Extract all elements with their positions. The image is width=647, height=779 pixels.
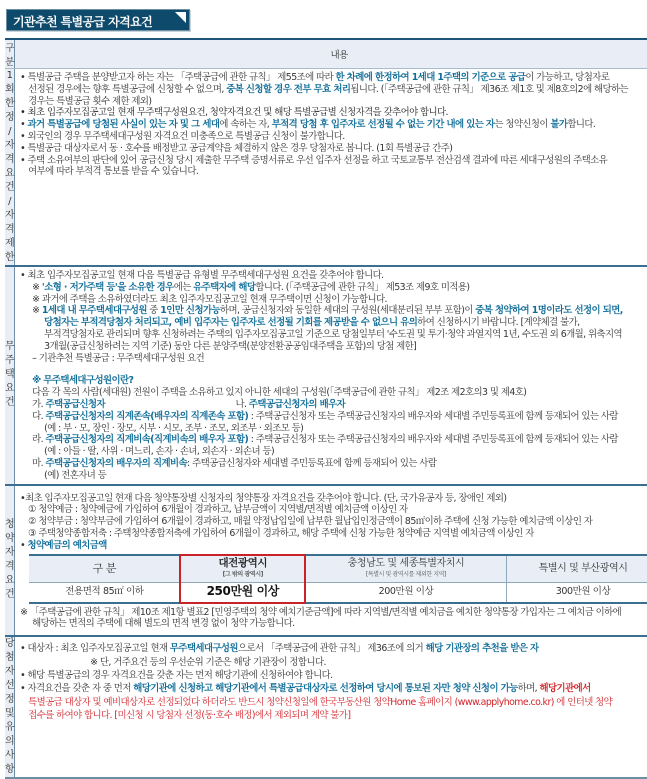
section-label bbox=[5, 485, 15, 637]
text-line: ※ '소형 · 저가주택 등'을 소유한 경우에는 유주택자에 해당합니다. (「주택공급에 관한 규칙」 제53조 제9호 미적용) bbox=[32, 281, 470, 293]
section-label bbox=[5, 266, 15, 485]
text-line: • 자격요건을 갖춘 자 중 먼저 해당기관에 신청하고 해당기관에서 특별공급대상자로 선정하여 당시에 통보된 자만 청약 신청이 가능하며, 해당기관에서 bbox=[20, 683, 591, 695]
text-line: 3개월(공급신청하려는 지역 기준) 동안 다른 분양주택(분양전환공공임대주택을 포함)의 당첨 제한] bbox=[44, 340, 417, 352]
text-line: 접수를 하여야 합니다. [미신청 시 당첨자 선정(동·호수 배정)에서 제외되며 계약 불가] bbox=[28, 710, 351, 722]
text-line: 특별공급 대상자 및 예비대상자로 선정되었다 하더라도 반드시 청약신청일에 한국부동산원 청약Home 홈페이지 (www.applyhome.co.kr) 에 인터넷 청약 bbox=[28, 696, 613, 708]
section-title-text: 기관추천 특별공급 자격요건 bbox=[13, 15, 153, 29]
deposit-header-category: 구 분 bbox=[29, 555, 180, 583]
label-line: 무주택 bbox=[5, 341, 15, 381]
text-line: • 최초 입주자모집공고일 현재 다음 특별공급 유형별 무주택세대구성원 요건을 갖추어야 합니다. bbox=[20, 270, 384, 281]
section-content bbox=[15, 266, 647, 485]
deposit-header-daejeon: 대전광역시 [그 밖의 광역시] bbox=[180, 555, 305, 583]
deposit-header-chungnam-sejong: 충청남도 및 세종특별자치시 [특별시 및 광역시를 제외한 지역] bbox=[305, 555, 506, 583]
deposit-cell-chungnam-sejong: 200만원 이상 bbox=[305, 583, 506, 603]
text-line: • 주택 소유여부의 판단에 있어 공급신청 당시 제출한 무주택 증명서류로 우선 입주자 선정을 하고 국토교통부 전산검색 결과에 따른 세대구성원의 주택소유 bbox=[20, 154, 608, 166]
section-row-once-limit bbox=[5, 69, 647, 267]
section-label bbox=[5, 69, 15, 267]
label-line: 요건 bbox=[5, 383, 15, 409]
label-line: / bbox=[8, 126, 11, 137]
deposit-cell-daejeon: 250만원 이상 bbox=[180, 583, 305, 603]
text-line: • 특별공급 대상자로서 동 · 호수를 배정받고 공급계약을 체결하지 않은 경우 당첨자로 봅니다. (1회 특별공급 간주) bbox=[20, 142, 453, 154]
label-line: / bbox=[8, 196, 11, 207]
section-row-selection-notes bbox=[5, 636, 647, 778]
text-line: ※ 1세대 내 무주택세대구성원 중 1인만 신청가능하며, 공급신청자와 동일한 세대의 구성원(세대분리된 부부 포함)이 중복 청약하여 1명이라도 선정이 되면, bbox=[32, 305, 623, 317]
text-line: ① 청약예금 : 청약예금에 가입하여 6개월이 경과하고, 납부금액이 지역별/면적별 예치금액 이상인 자 bbox=[28, 504, 408, 516]
text-line: (예 : 부 · 모, 장인 · 장모, 시부 · 시모, 조부 · 조모, 외조부 · 외조모 등) bbox=[44, 422, 304, 434]
text-line: (예) 전혼자녀 등 bbox=[44, 469, 107, 481]
text-line: •최초 입주자모집공고일 현재 다음 청약통장별 신청자의 청약통장 자격요건을 갖추어야 합니다. (단, 국가유공자 등, 장애인 제외) bbox=[20, 492, 507, 504]
deposit-amount-table bbox=[29, 554, 647, 604]
text-line: 해당하는 면적의 주택에 대해 별도의 면적 변경 없이 청약 가능합니다. bbox=[32, 618, 295, 630]
section-row-subscription bbox=[5, 485, 647, 637]
text-line: • 과거 특별공급에 당첨된 사실이 있는 자 및 그 세대에 속하는 자, 부적격 당첨 후 입주자로 선정될 수 없는 기간 내에 있는 자는 청약신청이 불가합니다. bbox=[20, 119, 596, 131]
text-line: ※ 단, 거주요건 등의 우선순위 기준은 해당 기관장이 정합니다. bbox=[90, 656, 326, 668]
text-line: 라. 주택공급신청자의 직계비속(직계비속의 배우자 포함) : 주택공급신청자 또는 주택공급신청자의 배우자와 세대별 주민등록표에 함께 등재되어 있는 사람 bbox=[32, 434, 618, 446]
deposit-cell-seoul-busan: 300만원 이상 bbox=[506, 583, 647, 603]
section-content bbox=[15, 485, 647, 637]
section-content bbox=[15, 69, 647, 267]
text-line: 다음 각 목의 사람(세대원) 전원이 주택을 소유하고 있지 아니한 세대의 구성원(「주택공급에 관한 규칙」 제2조 제2호의3 및 제4호) bbox=[32, 387, 527, 399]
deposit-cell-area: 전용면적 85㎡ 이하 bbox=[29, 583, 180, 603]
text-line: • 특별공급 주택을 분양받고자 하는 자는 「주택공급에 관한 규칙」 제55조에 따라 한 차례에 한정하여 1세대 1주택의 기준으로 공급이 가능하고, 당첨자로 bbox=[20, 72, 610, 83]
label-line: 자격제한 bbox=[5, 210, 15, 263]
label-line: 요건 bbox=[5, 575, 15, 601]
deposit-header-seoul-busan: 특별시 및 부산광역시 bbox=[506, 555, 647, 583]
text-line: 다. 주택공급신청자의 직계존속(배우자의 직계존속 포함) : 주택공급신청자 또는 주택공급신청자의 배우자와 세대별 주민등록표에 함께 등재되어 있는 사람 bbox=[32, 410, 618, 422]
header-category: 구분 bbox=[5, 39, 15, 69]
text-line: 선정된 경우에는 향후 특별공급에 신청할 수 없으며, 중복 신청할 경우 전부 무효 처리됩니다. (「주택공급에 관한 규칙」 제36조 제1호 및 제8호의2에 해당하는 bbox=[28, 83, 629, 95]
text-line: ③ 주택청약종합저축 : 주택청약종합저축에 가입하여 6개월이 경과하고, 해당 주택에 신청 가능한 청약예금 지역별 예치금액 이상인 자 bbox=[28, 527, 534, 539]
section-title bbox=[6, 9, 190, 31]
text-line: ② 청약부금 : 청약부금에 가입하여 6개월이 경과하고, 매월 약정납입일에 납부한 월납입인정금액이 85㎡이하 주택에 신청 가능한 예치금액 이상인 자 bbox=[28, 516, 593, 528]
header-content: 내용 bbox=[15, 39, 647, 69]
section-label bbox=[5, 636, 15, 778]
section-content bbox=[15, 636, 647, 778]
label-line: 청약자격 bbox=[5, 519, 15, 573]
label-line: 유의사항 bbox=[5, 722, 15, 776]
text-line: 부적격당첨자로 관리되며 향후 신청하려는 주택의 입주자모집공고일 기준으로 당첨일부터 '수도권 및 투기·청약 과열지역 1년, 수도권 외 6개월, 위축지역 bbox=[44, 328, 623, 340]
text-line: (예 : 아들 · 딸, 사위 · 며느리, 손자 · 손녀, 외손자 · 외손녀 등) bbox=[44, 446, 275, 458]
text-line: 가. 주택공급신청자 나. 주택공급신청자의 배우자 bbox=[32, 398, 346, 410]
deposit-row bbox=[29, 583, 647, 603]
corner-fold-icon bbox=[175, 12, 186, 23]
label-line: 자격요건 bbox=[5, 140, 15, 193]
section-row-no-house bbox=[5, 266, 647, 485]
label-line: 당첨자 선정 bbox=[5, 638, 15, 706]
eligibility-table bbox=[5, 38, 647, 779]
text-line: • 청약예금의 예치금액 bbox=[20, 539, 107, 551]
text-line: • 최초 입주자모집공고일 현재 무주택구성원요건, 청약자격요건 및 해당 특별공급별 신청자격을 갖추어야 합니다. bbox=[20, 107, 448, 119]
text-line: • 외국인의 경우 무주택세대구성원 자격요건 미충족으로 특별공급 신청이 불가합니다. bbox=[20, 130, 345, 142]
text-line: 여부에 따라 부적격 통보를 받을 수 있습니다. bbox=[28, 166, 199, 178]
text-line: 마. 주택공급신청자의 배우자의 직계비속: 주택공급신청자와 세대별 주민등록표에 함께 등재되어 있는 사람 bbox=[32, 457, 437, 469]
text-line: – 기관추천 특별공급 : 무주택세대구성원 요건 bbox=[32, 352, 205, 364]
text-line: ※ 「주택공급에 관한 규칙」 제10조 제1항 별표2 [민영주택의 청약 예치기준금액]에 따라 지역별/면적별 예치금을 예치한 청약통장 가입자는 그 예치금 이하에 bbox=[20, 606, 622, 618]
text-line: • 해당 특별공급의 경우 자격요건을 갖춘 자는 먼저 해당기관에 신청하여야 합니다. bbox=[20, 669, 333, 681]
label-line: 1회 한정 bbox=[5, 70, 15, 123]
text-line: ※ 과거에 주택을 소유하였더라도 최초 입주자모집공고일 현재 무주택이면 신청이 가능합니다. bbox=[32, 293, 387, 305]
text-line: • 대상자 : 최초 입주자모집공고일 현재 무주택세대구성원으로서 「주택공급에 관한 규칙」 제36조에 의거 해당 기관장의 추천을 받은 자 bbox=[20, 643, 539, 655]
text-line: 당첨자는 부적격당첨자 처리되고, 예비 입주자는 입주자로 선정될 기회를 제공받을 수 없으니 유의하여 신청하시기 바랍니다. [계약체결 불가, bbox=[44, 317, 580, 329]
spacer bbox=[20, 364, 647, 375]
label-line: 및 bbox=[5, 708, 15, 720]
text-line: 경우는 특별공급 횟수 제한 제외) bbox=[28, 95, 152, 107]
text-line: ※ 무주택세대구성원이란? bbox=[32, 375, 134, 387]
